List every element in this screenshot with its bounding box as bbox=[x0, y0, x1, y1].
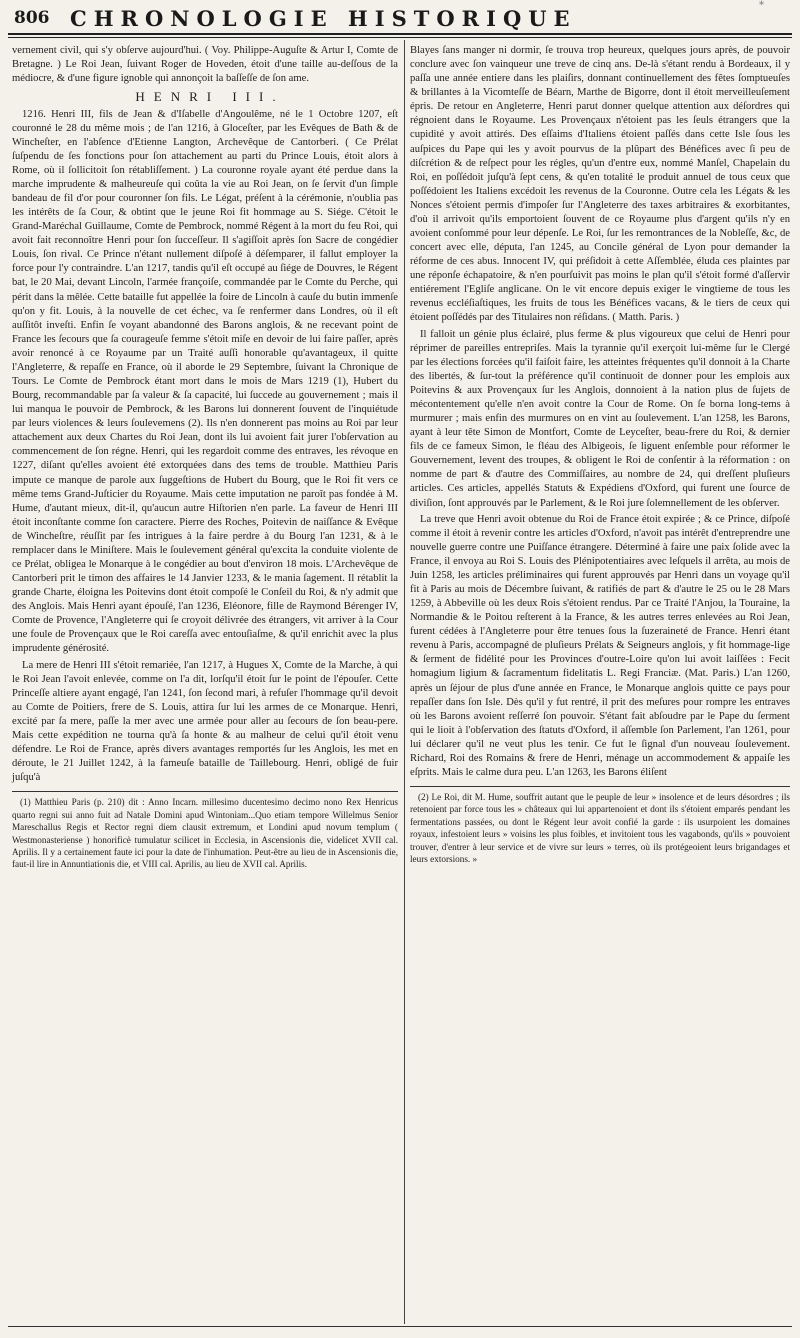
right-column bbox=[410, 44, 790, 868]
footnote: (1) Matthieu Paris (p. 210) dit : Anno Incarn. millesimo ducentesimo decimo nono Rex Henricus quarto regni sui anno fuit ad Natale Domini apud Wintoniam...Quo etiam tempore Willelmus Senior Mareschallus Regis et Rector regni diem clausit extremum, et Londini apud novum templum ( Westmonasteriense ) honorificè tumulatur scilicet in Ecclesia, in Ascensionis die, videlicet XVII cal. Aprilis. Il y a certainement faute ici pour la date de l'inhumation. Peut-être au lieu de in Ascensionis die, faut-il lire in Annuntiationis die, et VIII cal. Aprilis, au lieu de XVII cal. Aprilis. bbox=[12, 797, 398, 870]
column-divider bbox=[404, 40, 405, 1324]
intro-paragraph: vernement civil, qui s'y obſerve aujourd'hui. ( Voy. Philippe-Auguſte & Artur I, Comte de Bretagne. ) Le Roi Jean, ſuivant Roger de Hoveden, étoit d'une taille au-deſſous de la médiocre, & d'une figure ignoble qui annonçoit la baſſeſſe de ſon ame. bbox=[12, 45, 398, 85]
body-paragraph: La mere de Henri III s'étoit remariée, l'an 1217, à Hugues X, Comte de la Marche, à qui le Roi Jean l'avoit enlevée, comme on l'a dit, lorſqu'il étoit ſur le point de l'épouſer. Cette Princeſſe altiere ayant engagé, l'an 1241, ſon ſecond mari, à refuſer l'hommage qu'il devoit au Comte de Poitiers, frere de S. Louis, attira ſur lui les armes de ce Monarque. Henri, excité par ſa mere, paſſe la mer avec une armée pour aller au ſecours de ſon beau-pere. Mais cette expédition ne tourna qu'à ſa honte & au malheur de celui qu'il étoit venu défendre. Le Roi de France, après divers avantages remportés ſur les Anglois, les met en déroute, le 21 Juillet 1242, à la fameuſe bataille de Taillebourg. Henri, obligé de fuir juſqu'à bbox=[12, 659, 398, 784]
running-head: CHRONOLOGIE HISTORIQUE bbox=[70, 6, 577, 31]
body-paragraph: 1216. Henri III, fils de Jean & d'Iſabelle d'Angoulême, né le 1 Octobre 1207, eſt couronné le 28 du même mois ; de l'an 1216, à Gloceſter, par les Evêques de Bath & de Wincheſter, en l'abſence d'Etienne Langton, Archevêque de Cantorberi. ( Ce Prélat ſuſpendu de ſes fonctions pour ſon attachement au parti du Prince Louis, étoit alors à Rome, où il ſollicitoit ſon rétabliſſement. ) La couronne royale ayant été perdue dans la marche imprudente & malheureuſe qui coûta la vie au Roi Jean, on ſe ſervit d'un ſimple bandeau de fil d'or pour couronner ſon fils. Le Légat, préſent à la cérémonie, n'oublia pas les intérêts de ſa Cour, & obtint que le jeune Roi fit hommage au S. Siége. C'étoit le Grand-Maréchal Guillaume, Comte de Pembrock, nommé Régent à la mort du feu Roi, qui avoit fait reconnoître Henri pour ſon ſucceſſeur. Il s'agiſſoit après ſon Sacre de congédier Louis, ſon rival. Ce Prince n'étant nullement diſpoſé à déſemparer, il fallut employer la force pour l'y contraindre. L'an 1217, tandis qu'il eſt occupé au ſiége de Douvres, le Régent bat, le 20 Mai, devant Lincoln, l'armée françoiſe, commandée par le Comte du Perche, qui périt dans la mêlée. Cette bataille fut appellée la foire de Lincoln à cauſe du butin immenſe qu'on y fit. Louis, à la nouvelle de cet échec, va ſe renfermer dans Londres, où il eſt auſſitôt inveſti. Enfin ſe voyant abandonné des Barons anglois, & ne recevant point de France les ſecours que ſa courageuſe femme s'étoit miſe en devoir de lui faire paſſer, après avoir renoncé à ce Royaume par un Traité auſſi honorable qu'avantageux, il quitte l'Angleterre, & repaſſe en France, où il aborde le 29 Septembre, ſuivant la Chronique de Tours. Le Comte de Pembrock étant mort dans le mois de Mars 1219 (1), Hubert du Bourg, recommandable par ſa valeur & ſa capacité, lui ſuccede au gouvernement ; mais il lui manqua le pouvoir de Pembrock, & les Barons lui donnerent ſouvent de l'inquiétude par leurs violences & leurs ſoulevemens (2). Ils n'en donnerent pas moins au Roi par leur attachement aux deux Chartes du Roi Jean, dont ils lui avoient fait jurer l'obſervation au commencement de ſon régne. Henri, qui les regardoit comme des entraves, les révoque en 1227, diſant qu'elles avoient été extorquées dans des tems de trouble. Matthieu Paris impute ce manque de parole aux ſuggeſtions de Hubert du Bourg, que le Roi fit vers ce même tems Grand-Juſticier du Royaume. Mais cette imputation ne paroît pas fondée à M. Hume, d'autant mieux, dit-il, qu'aucun autre Hiſtorien n'en parle. La faveur de Henri III étoit inconſtante comme ſon caractere. Pierre des Roches, Poitevin de naiſſance & Evêque de Wincheſtre, réuſſit par ſes intrigues à la faire perdre à du Bourg l'an 1231, & à le remplacer dans le Miniſtere. Mais le ſoulevement général qu'excita la conduite violente de ce Prélat, obligea le Monarque à le congédier au bout d'environ 18 mois. L'Archevêque de Cantorberi prit le timon des affaires le 14 Janvier 1233, & le mania ſagement. Il rétablit la grande Charte, éloigna les Poitevins dont étoit compoſé le Conſeil du Roi, & n'y admit que des Anglois. Mais Henri ayant épouſé, l'an 1236, Eléonore, fille de Raymond Bérenger IV, Comte de Provence, l'Angleterre qui ſe croyoit délivrée des étrangers, vit arriver à la Cour une foule de Provençaux que le Roi careſſa avec entouſiaſme, & qu'il enrichit avec la plus imprudente générosité. bbox=[12, 108, 398, 655]
body-paragraph: Il falloit un génie plus éclairé, plus ferme & plus vigoureux que celui de Henri pour réprimer de pareilles entrepriſes. Mais la tyrannie qu'il exerçoit lui-même ſur le Clergé par les élections forcées qu'il faiſoit faire, les atteintes fréquentes qu'il donnoit à la Charte des libertés, & ſur-tout la préférence qu'il continuoit de donner pour les emplois aux Poitevins & aux Provençaux ſur les Anglois, donnoient à la nation plus de ſujets de mécontentement qu'elle n'en avoit contre la Cour de Rome. On ſe borna long-tems à murmurer ; mais enfin des murmures on en vint au ſoulevement. L'an 1258, les Barons, ayant à leur tête Simon de Montfort, Comte de Leyceſter, beau-frere du Roi, & dernier fils de ce fameux Simon, le fléau des Albigeois, ſe liguent enſemble pour réformer le Gouvernement, levent des troupes, & obligent le Roi de conſentir à la réformation : on nomme de part & d'autre des Commiſſaires, au nombre de 24, qui dreſſent pluſieurs articles. Ces articles, appellés Statuts & Expédiens d'Oxford, qui furent une ſource de diviſion, ſont approuvés par le Parlement, & le Roi jure ſolemnellement de les obſerver. bbox=[410, 328, 790, 509]
body-paragraph: La treve que Henri avoit obtenue du Roi de France étoit expirée ; & ce Prince, diſpoſé comme il étoit à revenir contre les articles d'Oxford, n'avoit pas intérêt d'entreprendre une nouvelle guerre contre une Puiſſance étrangere. Déterminé à faire une paix ſolide avec la France, il envoya au Roi S. Louis des Plénipotentiaires avec leſquels il arrêta, au mois de Juin 1258, les articles préliminaires qui furent approuvés par Henri dans un voyage qu'il fit à Paris au mois de Décembre ſuivant, & ratifiés de part & d'autre le 25 ou le 28 Mars 1259, à Abbeville où les deux Rois s'étoient rendus. Par ce Traité l'Anjou, la Touraine, la Normandie & le Poitou reſterent à la France, & les autres terres enlevées au Roi Jean, furent cédées à l'Angleterre pour être tenues ſous la ſuzeraineté de France. Henri étant revenu à Paris, accompagné de pluſieurs Prélats & Seigneurs anglois, y fit hommage-lige & ſerment de fidélité pour les Provinces d'outre-Loire qu'on lui avoit laiſſées : Fecit homagium ligium & ſacramentum fidelitatis L. Regi Franciæ. (Mat. Paris.) L'an 1260, après un ſéjour de plus d'une année en France, le Monarque anglois quitte ce pays pour repaſſer dans ſon Isle. Dès qu'il y fut rentré, il prit des meſures pour rompre les entraves où les Barons avoient reſſerré ſon pouvoir. S'étant fait abſoudre par le Pape du ſerment qui le lioit à l'obſervation des ſtatuts d'Oxford, il aſſemble ſon Parlement, l'an 1261, pour lui déclarer qu'il ne veut plus les tenir. Ce fut le ſignal d'un nouveau ſoulevement. Richard, Roi des Romains & frere de Henri, ménage un accommodement & appaiſe les eſprits. Mais le calme dura peu. L'an 1263, les Barons éliſent bbox=[410, 513, 790, 778]
bottom-rule bbox=[8, 1326, 792, 1327]
corner-mark: * bbox=[759, 0, 764, 11]
page-number: 806 bbox=[14, 8, 50, 28]
footnote: (2) Le Roi, dit M. Hume, souffrit autant que le peuple de leur » insolence et de leurs désordres ; ils retenoient par force tous les » châteaux qui lui appartenoient et dont ils s'étoient emparés pendant les fermentations passées, ou dont le Régent leur avoit confié la garde : ils usurpoient les domaines royaux, infestoient leurs » voisins les plus foibles, et invitoient tous les vagabonds, qu'ils » pouvoient trouver, d'entrer à leur service et de vivre sur leurs » terres, où ils protégeoient leurs brigandages et leurs extorsions. » bbox=[410, 792, 790, 865]
header-rule bbox=[8, 33, 792, 35]
section-heading: HENRI III. bbox=[135, 89, 285, 105]
footnote-rule bbox=[410, 786, 790, 787]
header-rule-thin bbox=[8, 37, 792, 38]
left-column bbox=[12, 44, 398, 873]
footnote-rule bbox=[12, 791, 398, 792]
body-paragraph: Blayes ſans manger ni dormir, ſe trouva trop heureux, quelques jours après, de pouvoir conclure avec ſon vainqueur une treve de cinq ans. De-là s'étant rendu à Bordeaux, il y paſſa une année entiere dans les plaiſirs, donnant continuellement des fêtes ſomptueuſes & brillantes à la Vicomteſſe de Béarn, Marthe de Bigorre, dont il étoit merveilleuſement épris. De retour en Angleterre, Henri parut donner quelque attention aux déſordres qui régnoient dans le Royaume. Les Provençaux n'étoient pas les ſeuls étrangers que la cupidité y avoit attirés. Des eſſaims d'Italiens étoient paſſés dans cette Isle ſous les auſpices du Pape qui les y avoit pourvus de la plûpart des Bénéfices avec ſi peu de diſcrétion & de reſpect pour les régles, qu'un d'entre eux, nommé Manſel, Chapelain du Roi, en poſſédoit juſqu'à ſept cens, & qu'en totalité le produit annuel de tous ceux que poſſédoient les Italiens excédoit les revenus de la Couronne. Outre cela les Légats & les Nonces s'étoient permis d'impoſer ſur l'Angleterre des taxes arbitraires & exorbitantes, d'où il arrivoit qu'ils emportoient ſouvent de ce Royaume plus d'argent qu'ils n'y en avoient conſommé pour leur dépenſe. Le Roi, ſur les remontrances de la Nobleſſe, &c, de concert avec elle, députa, l'an 1245, au Concile général de Lyon pour demander la réforme de ces abus. Innocent IV, qui préſidoit à cette Aſſemblée, éluda ces plaintes par une réponſe échapatoire, & n'en pourſuivit pas moins le plan qu'il s'étoit formé d'aſſervir entiérement l'Egliſe anglicane. On le vit encore depuis exiger le vingtieme de tous les revenus eccléſiaſtiques, les fruits de tous les Bénéfices vacans, & le tiers de ceux qui étoient poſſédés par des Titulaires non réſidans. ( Matth. Paris. ) bbox=[410, 45, 790, 324]
